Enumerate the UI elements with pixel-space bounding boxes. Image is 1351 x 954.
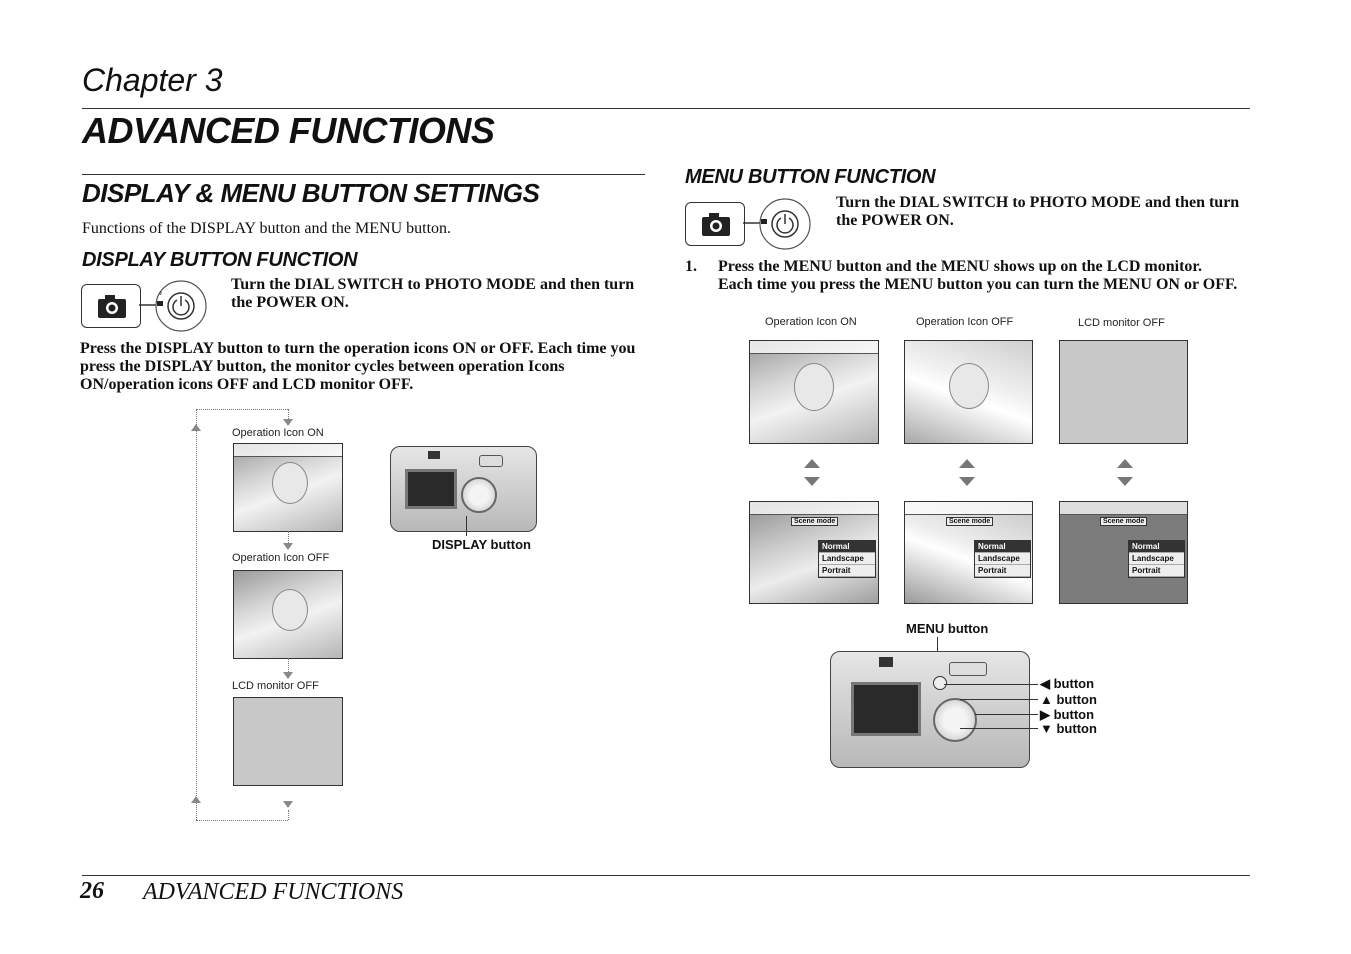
menu-list-text: Press the MENU button and the MENU shows up on the LCD monitor. Each time you press the MENU button you can turn the MENU ON or OFF.	[718, 258, 1238, 293]
arrow-up-icon	[959, 459, 975, 468]
arrow-down-icon	[283, 419, 293, 426]
camera-menu-button	[933, 676, 947, 690]
screen-icon-off	[233, 570, 343, 659]
camera-lcd	[405, 469, 457, 509]
cycle-line-topright	[288, 409, 289, 419]
menu-item-normal: Normal	[819, 541, 875, 553]
camera-zoom-button	[949, 662, 987, 676]
footer-title: ADVANCED FUNCTIONS	[143, 879, 404, 905]
camera-control-dial	[933, 698, 977, 742]
up-button-label: ▲ button	[1040, 692, 1097, 707]
arrow-down-icon	[804, 477, 820, 486]
camera-back-illustration	[390, 446, 537, 532]
screen-lcd-off	[1059, 340, 1188, 444]
left-button-label: ◀ button	[1040, 676, 1095, 691]
screen-icon-on	[749, 340, 879, 444]
arrow-down-icon	[1117, 477, 1133, 486]
arrow-up-icon	[191, 424, 201, 431]
camera-lcd	[851, 682, 921, 736]
camera-zoom-button	[479, 455, 503, 467]
screen-icon-off	[904, 340, 1033, 444]
arrow-up-icon	[804, 459, 820, 468]
caption-lcd-off: LCD monitor OFF	[232, 680, 319, 692]
screen-icon-on	[233, 443, 343, 532]
section-intro: Functions of the DISPLAY button and the MENU button.	[82, 220, 452, 237]
cycle-line-left	[196, 430, 197, 820]
menu-item-landscape: Landscape	[1129, 553, 1184, 565]
camera-mode-icon	[81, 284, 141, 328]
up-button-callout	[960, 699, 1038, 700]
menu-item-landscape: Landscape	[819, 553, 875, 565]
menu-item-normal: Normal	[975, 541, 1030, 553]
menu-item-normal: Normal	[1129, 541, 1184, 553]
osd-icon-bar	[905, 502, 1032, 515]
arrow-down-icon	[283, 672, 293, 679]
menu-step-text: Turn the DIAL SWITCH to PHOTO MODE and then turn the POWER ON.	[836, 194, 1240, 229]
screen-menu-lcd-off	[1059, 501, 1188, 604]
menu-item-landscape: Landscape	[975, 553, 1030, 565]
display-callout-line	[466, 516, 467, 536]
display-step-text: Turn the DIAL SWITCH to PHOTO MODE and then turn the POWER ON.	[231, 276, 635, 311]
section-title: DISPLAY & MENU BUTTON SETTINGS	[82, 178, 540, 208]
dial-switch-icon	[741, 197, 813, 251]
page-title: ADVANCED FUNCTIONS	[82, 110, 495, 151]
scene-mode-tab: Scene mode	[1100, 517, 1147, 526]
menu-item-portrait: Portrait	[819, 565, 875, 577]
screen-menu-icon-on	[749, 501, 879, 604]
cycle-line-topleft	[196, 409, 197, 425]
display-button-label: DISPLAY button	[432, 537, 531, 552]
caption-icon-off: Operation Icon OFF	[916, 316, 1014, 328]
arrow-down-icon	[959, 477, 975, 486]
left-button-callout	[944, 684, 1038, 685]
screen-menu-icon-off	[904, 501, 1033, 604]
arrow-up-icon	[191, 796, 201, 803]
arrow-down-icon	[283, 543, 293, 550]
baby-face	[949, 363, 989, 409]
scene-menu	[818, 540, 876, 578]
menu-item-portrait: Portrait	[975, 565, 1030, 577]
camera-control-dial	[461, 477, 497, 513]
osd-icon-bar	[234, 444, 342, 457]
scene-menu	[974, 540, 1031, 578]
cycle-line-bottom	[196, 820, 288, 821]
svg-text:♪: ♪	[159, 290, 163, 297]
chapter-label: Chapter 3	[82, 62, 223, 98]
osd-icon-bar	[750, 341, 878, 354]
caption-lcd-off: LCD monitor OFF	[1078, 317, 1165, 329]
list-number: 1.	[685, 258, 697, 275]
dial-switch-icon	[137, 279, 209, 333]
osd-icon-bar	[1060, 502, 1187, 515]
scene-mode-tab: Scene mode	[946, 517, 993, 526]
down-button-callout	[960, 728, 1038, 729]
caption-icon-off: Operation Icon OFF	[232, 552, 330, 564]
osd-icon-bar	[750, 502, 878, 515]
scene-menu	[1128, 540, 1185, 578]
menu-item-portrait: Portrait	[1129, 565, 1184, 577]
header-rule	[82, 108, 1250, 109]
display-subsection-title: DISPLAY BUTTON FUNCTION	[82, 249, 358, 271]
baby-face	[794, 363, 834, 411]
right-button-label: ▶ button	[1040, 707, 1095, 722]
display-instruction: Press the DISPLAY button to turn the operation icons ON or OFF. Each time you press the DISPLAY button, the monitor cycles between operation Icons ON/operation icons OFF and LCD monitor OFF.	[80, 340, 636, 393]
camera-viewfinder	[879, 657, 893, 667]
screen-lcd-off	[233, 697, 343, 786]
flow-line	[288, 658, 289, 672]
footer-rule	[82, 875, 1250, 876]
caption-icon-on: Operation Icon ON	[232, 427, 324, 439]
menu-button-label: MENU button	[906, 621, 989, 636]
section-rule	[82, 174, 645, 175]
camera-viewfinder	[428, 451, 440, 459]
flow-line	[288, 531, 289, 543]
scene-mode-tab: Scene mode	[791, 517, 838, 526]
cycle-line-bottomright	[288, 810, 289, 820]
baby-face	[272, 589, 308, 631]
down-button-label: ▼ button	[1040, 721, 1097, 736]
page-number: 26	[80, 878, 104, 904]
arrow-up-icon	[1117, 459, 1133, 468]
cycle-line-top	[196, 409, 288, 410]
camera-back-illustration	[830, 651, 1030, 768]
camera-mode-icon	[685, 202, 745, 246]
menu-subsection-title: MENU BUTTON FUNCTION	[685, 166, 936, 188]
arrow-down-icon	[283, 801, 293, 808]
right-button-callout	[975, 714, 1038, 715]
caption-icon-on: Operation Icon ON	[765, 316, 857, 328]
baby-face	[272, 462, 308, 504]
